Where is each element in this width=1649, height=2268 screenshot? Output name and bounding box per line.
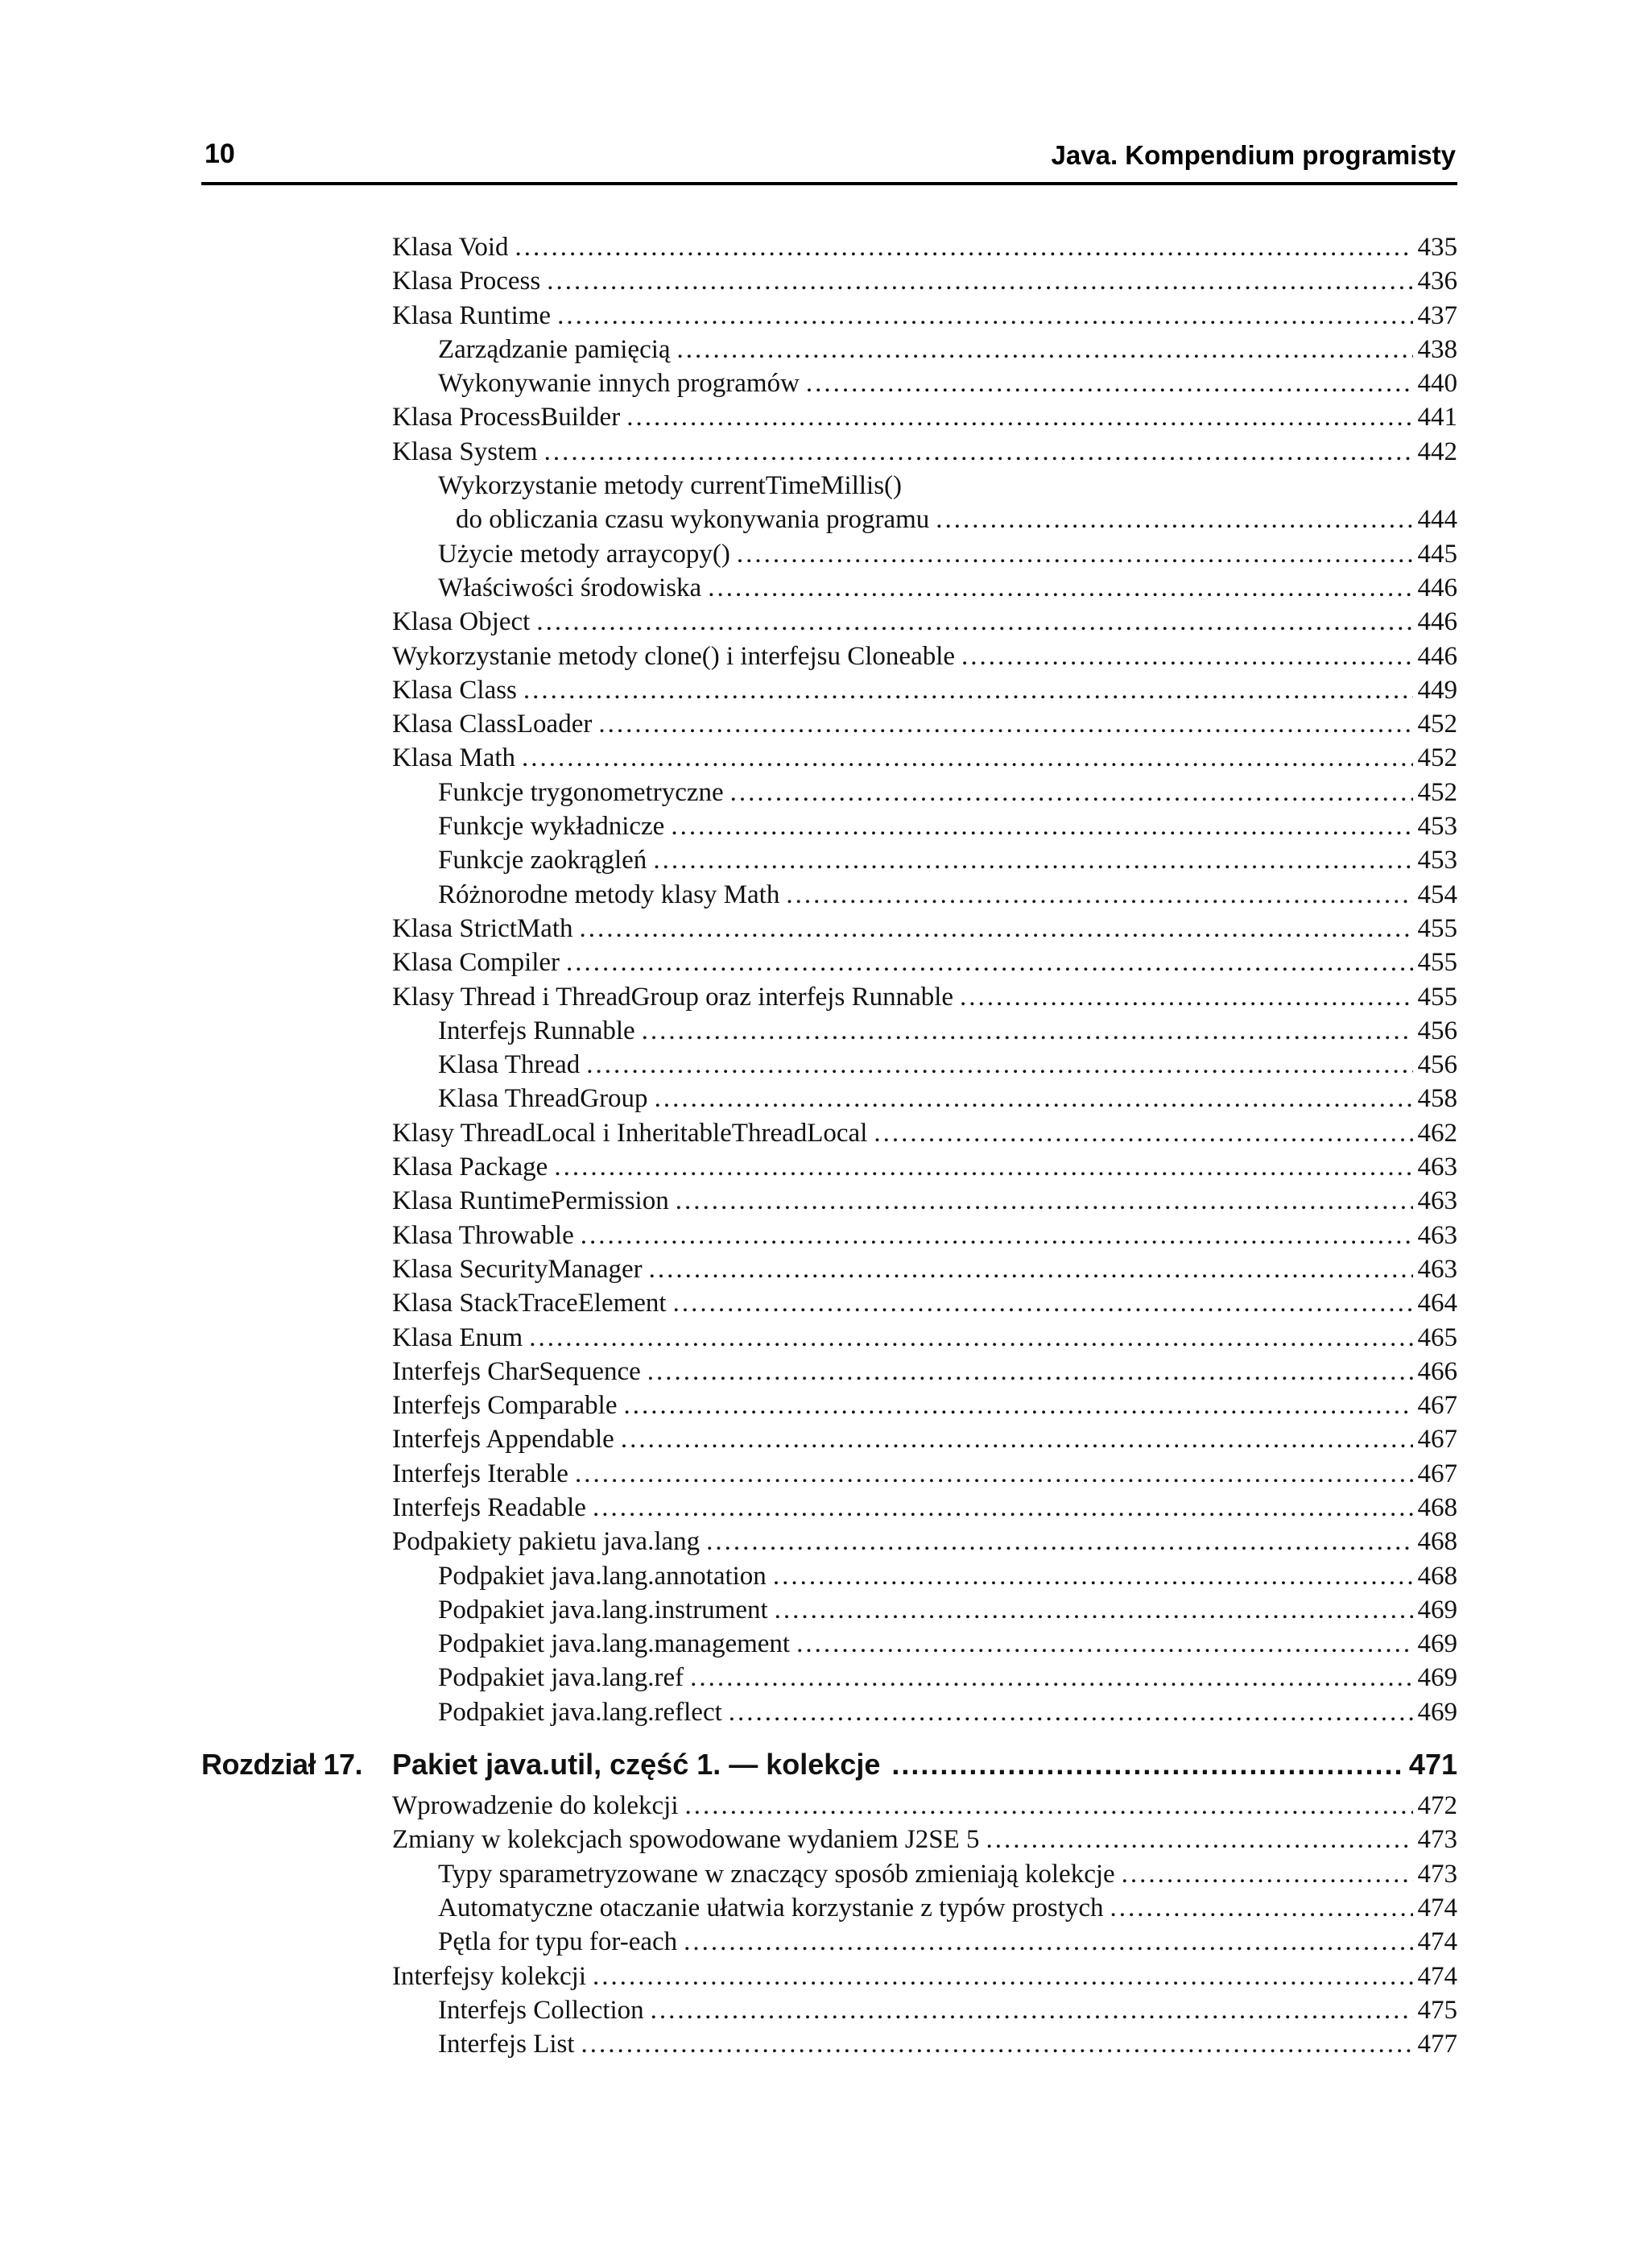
leader-dots bbox=[986, 1823, 1413, 1856]
toc-entry-title: Podpakiet java.lang.ref bbox=[438, 1663, 684, 1693]
chapter-label: Rozdział 17. bbox=[201, 1748, 363, 1782]
toc-entry bbox=[201, 673, 1457, 707]
toc-entry-title: Klasa Runtime bbox=[392, 300, 552, 330]
leader-dots bbox=[796, 1627, 1412, 1661]
leader-dots bbox=[677, 333, 1413, 366]
toc-entry-page: 475 bbox=[1417, 1995, 1457, 2025]
toc-entry-title: Podpakiet java.lang.instrument bbox=[438, 1595, 768, 1624]
toc-entry-title: Typy sparametryzowane w znaczący sposób zmieniają kolekcje bbox=[438, 1859, 1115, 1889]
toc-entry-title: Interfejs Iterable bbox=[392, 1459, 568, 1488]
toc-entry bbox=[201, 571, 1457, 605]
toc-entry-page: 463 bbox=[1417, 1153, 1457, 1182]
leader-dots bbox=[730, 776, 1413, 809]
toc-entry bbox=[201, 707, 1457, 741]
toc-entry-page: 453 bbox=[1417, 812, 1457, 842]
toc-entry bbox=[201, 741, 1457, 775]
toc-entry bbox=[201, 1116, 1457, 1150]
toc-entry-page: 441 bbox=[1417, 403, 1457, 432]
toc-entry bbox=[201, 1252, 1457, 1286]
toc-entry bbox=[201, 809, 1457, 843]
toc-entry bbox=[201, 264, 1457, 298]
toc-entry-page: 473 bbox=[1417, 1825, 1457, 1855]
toc-entry-page: 454 bbox=[1417, 879, 1457, 909]
toc-entry-title: do obliczania czasu wykonywania programu bbox=[456, 505, 930, 535]
toc-entry bbox=[201, 1355, 1457, 1389]
chapter-leader-dots bbox=[891, 1744, 1404, 1786]
toc-entry-title: Klasa Thread bbox=[438, 1050, 581, 1080]
toc-entry-page: 465 bbox=[1417, 1322, 1457, 1352]
toc-entry-page: 463 bbox=[1417, 1220, 1457, 1250]
toc-entry-page: 444 bbox=[1417, 505, 1457, 535]
toc-entry bbox=[201, 1695, 1457, 1729]
toc-entry bbox=[201, 605, 1457, 639]
leader-dots bbox=[690, 1661, 1412, 1695]
leader-dots bbox=[1122, 1857, 1413, 1891]
toc-entry-title: Klasa Void bbox=[392, 233, 509, 262]
toc-entry bbox=[201, 1457, 1457, 1491]
toc-entry bbox=[201, 299, 1457, 333]
toc-entry-title: Klasa RuntimePermission bbox=[392, 1186, 669, 1216]
toc-entry-title: Podpakiet java.lang.reflect bbox=[438, 1697, 722, 1727]
toc-entry-page: 452 bbox=[1417, 710, 1457, 739]
toc-entry-page: 445 bbox=[1417, 539, 1457, 569]
toc-entry bbox=[201, 400, 1457, 434]
toc-entry-title: Klasa SecurityManager bbox=[392, 1254, 643, 1284]
toc-entry bbox=[201, 2027, 1457, 2061]
leader-dots bbox=[593, 1491, 1413, 1525]
toc-entry bbox=[201, 1993, 1457, 2027]
leader-dots bbox=[655, 1082, 1413, 1115]
leader-dots bbox=[773, 1559, 1413, 1593]
toc-entry bbox=[201, 503, 1457, 536]
toc-entry bbox=[201, 980, 1457, 1014]
toc-entry-title: Interfejs Collection bbox=[438, 1995, 644, 2025]
toc-entry bbox=[201, 1823, 1457, 1856]
toc-entry-page: 468 bbox=[1417, 1561, 1457, 1591]
toc-entry bbox=[201, 1891, 1457, 1925]
toc-entry-title: Interfejs CharSequence bbox=[392, 1356, 641, 1386]
toc-entry-title: Klasy Thread i ThreadGroup oraz interfejs Runnable bbox=[392, 982, 954, 1012]
leader-dots bbox=[522, 741, 1412, 775]
toc-entry-title: Klasa StrictMath bbox=[392, 913, 573, 943]
toc-entry-title: Klasa Process bbox=[392, 267, 541, 296]
toc-entry-page: 469 bbox=[1417, 1629, 1457, 1659]
toc-entry-title: Klasa Throwable bbox=[392, 1220, 574, 1250]
toc-entry-page: 474 bbox=[1417, 1927, 1457, 1957]
chapter-title: Pakiet java.util, część 1. — kolekcje bbox=[392, 1748, 881, 1782]
toc-entry bbox=[201, 1219, 1457, 1252]
toc-entry-title: Klasa ClassLoader bbox=[392, 710, 593, 739]
toc-entry-page: 462 bbox=[1417, 1118, 1457, 1148]
toc-entry bbox=[201, 1422, 1457, 1456]
leader-dots bbox=[649, 1252, 1413, 1286]
leader-dots bbox=[566, 946, 1412, 979]
leader-dots bbox=[729, 1695, 1413, 1729]
toc-entry-title: Podpakiety pakietu java.lang bbox=[392, 1527, 701, 1557]
toc-entry-title: Zarządzanie pamięcią bbox=[438, 334, 671, 364]
toc-entry-title: Wykorzystanie metody currentTimeMillis() bbox=[438, 471, 903, 501]
toc-entry-page: 442 bbox=[1417, 437, 1457, 466]
toc-entry-page: 469 bbox=[1417, 1697, 1457, 1727]
leader-dots bbox=[684, 1925, 1412, 1959]
chapter-page: 471 bbox=[1408, 1748, 1457, 1782]
toc-entry bbox=[201, 946, 1457, 979]
toc-entry-title: Użycie metody arraycopy() bbox=[438, 539, 730, 569]
toc-entry-title: Interfejs List bbox=[438, 2030, 575, 2059]
toc-entry-page: 472 bbox=[1417, 1791, 1457, 1821]
leader-dots bbox=[671, 809, 1412, 843]
leader-dots bbox=[936, 503, 1412, 536]
leader-dots bbox=[581, 1219, 1413, 1252]
toc-entry-title: Interfejs Readable bbox=[392, 1492, 586, 1522]
leader-dots bbox=[554, 1150, 1412, 1184]
toc-section-bottom bbox=[201, 1789, 1457, 2061]
toc-entry-page: 474 bbox=[1417, 1893, 1457, 1922]
leader-dots bbox=[960, 980, 1412, 1014]
leader-dots bbox=[621, 1422, 1413, 1456]
leader-dots bbox=[775, 1593, 1413, 1627]
leader-dots bbox=[529, 1321, 1412, 1355]
toc-entry-title: Klasa System bbox=[392, 437, 538, 466]
toc-entry-page: 446 bbox=[1417, 573, 1457, 602]
leader-dots bbox=[651, 1993, 1413, 2027]
toc-entry bbox=[201, 1184, 1457, 1218]
toc-entry bbox=[201, 1789, 1457, 1823]
toc-entry bbox=[201, 1960, 1457, 1993]
toc-entry-title: Klasa Class bbox=[392, 675, 517, 705]
toc-entry-title: Klasa Enum bbox=[392, 1322, 523, 1352]
toc-entry bbox=[201, 1150, 1457, 1184]
leader-dots bbox=[786, 878, 1412, 912]
toc-entry-page: 467 bbox=[1417, 1425, 1457, 1455]
toc-entry bbox=[201, 1082, 1457, 1115]
toc-entry-page: 449 bbox=[1417, 675, 1457, 705]
toc-entry-title: Wykorzystanie metody clone() i interfejsu Cloneable bbox=[392, 641, 956, 671]
toc-entry-page: 466 bbox=[1417, 1356, 1457, 1386]
toc-entry-page: 467 bbox=[1417, 1459, 1457, 1488]
toc-entry-page: 453 bbox=[1417, 846, 1457, 875]
toc-entry bbox=[201, 1857, 1457, 1891]
leader-dots bbox=[547, 264, 1412, 298]
toc-entry-title: Pętla for typu for-each bbox=[438, 1927, 678, 1957]
toc-entry-page: 436 bbox=[1417, 267, 1457, 296]
toc-entry bbox=[201, 1627, 1457, 1661]
leader-dots bbox=[673, 1286, 1413, 1320]
toc-entry bbox=[201, 1525, 1457, 1558]
toc-entry bbox=[201, 1559, 1457, 1593]
toc-entry-page: 468 bbox=[1417, 1492, 1457, 1522]
toc-entry bbox=[201, 435, 1457, 469]
leader-dots bbox=[708, 571, 1412, 605]
page-header bbox=[201, 137, 1457, 185]
leader-dots bbox=[586, 1048, 1412, 1082]
page-number: 10 bbox=[205, 139, 235, 169]
toc-entry-title: Interfejs Comparable bbox=[392, 1391, 618, 1421]
toc-entry bbox=[201, 843, 1457, 877]
toc-entry bbox=[201, 1925, 1457, 1959]
toc-entry bbox=[201, 1661, 1457, 1695]
toc-entry-page: 469 bbox=[1417, 1663, 1457, 1693]
running-title: Java. Kompendium programisty bbox=[1051, 140, 1456, 170]
leader-dots bbox=[874, 1116, 1412, 1150]
toc-entry bbox=[201, 537, 1457, 571]
leader-dots bbox=[623, 1389, 1412, 1422]
toc-entry-title: Podpakiet java.lang.annotation bbox=[438, 1561, 767, 1591]
leader-dots bbox=[653, 843, 1412, 877]
leader-dots bbox=[515, 230, 1413, 264]
toc-entry-page: 458 bbox=[1417, 1084, 1457, 1114]
leader-dots bbox=[685, 1789, 1413, 1823]
toc-entry-title: Wprowadzenie do kolekcji bbox=[392, 1791, 679, 1821]
leader-dots bbox=[676, 1184, 1413, 1218]
leader-dots bbox=[961, 639, 1412, 673]
toc-entry-page: 452 bbox=[1417, 743, 1457, 773]
toc-entry-title: Podpakiet java.lang.management bbox=[438, 1629, 791, 1659]
leader-dots bbox=[575, 1457, 1413, 1491]
leader-dots bbox=[581, 2027, 1413, 2061]
toc-entry-page: 467 bbox=[1417, 1391, 1457, 1421]
leader-dots bbox=[806, 366, 1413, 400]
toc-entry-title: Automatyczne otaczanie ułatwia korzystanie z typów prostych bbox=[438, 1893, 1104, 1922]
toc-entry-title: Klasa ProcessBuilder bbox=[392, 403, 621, 432]
toc-entry-title: Klasa Object bbox=[392, 607, 531, 637]
toc-entry bbox=[201, 776, 1457, 809]
toc-entry-title: Funkcje trygonometryczne bbox=[438, 777, 724, 807]
toc-entry-title: Funkcje wykładnicze bbox=[438, 812, 665, 842]
leader-dots bbox=[580, 912, 1413, 946]
toc-entry bbox=[201, 639, 1457, 673]
toc-entry bbox=[201, 230, 1457, 264]
chapter-heading bbox=[201, 1744, 1457, 1786]
toc-entry-title: Różnorodne metody klasy Math bbox=[438, 879, 780, 909]
toc-entry-title: Funkcje zaokrągleń bbox=[438, 846, 647, 875]
toc-entry-page: 440 bbox=[1417, 369, 1457, 399]
toc-entry-page: 446 bbox=[1417, 607, 1457, 637]
toc-entry-page: 455 bbox=[1417, 948, 1457, 978]
toc-entry bbox=[201, 1014, 1457, 1048]
toc-entry bbox=[201, 333, 1457, 366]
toc-entry-page: 456 bbox=[1417, 1050, 1457, 1080]
toc-entry-title: Klasa Package bbox=[392, 1153, 548, 1182]
leader-dots bbox=[737, 537, 1413, 571]
toc-entry-page: 456 bbox=[1417, 1016, 1457, 1045]
leader-dots bbox=[544, 435, 1413, 469]
toc-entry-page: 435 bbox=[1417, 233, 1457, 262]
toc-entry bbox=[201, 1286, 1457, 1320]
leader-dots bbox=[593, 1960, 1413, 1993]
toc-entry-page: 468 bbox=[1417, 1527, 1457, 1557]
toc-entry bbox=[201, 1321, 1457, 1355]
toc-entry bbox=[201, 1048, 1457, 1082]
toc-entry-page: 473 bbox=[1417, 1859, 1457, 1889]
toc-entry-page: 437 bbox=[1417, 300, 1457, 330]
toc-entry-title: Właściwości środowiska bbox=[438, 573, 702, 602]
toc-entry bbox=[201, 912, 1457, 946]
toc-entry bbox=[201, 1389, 1457, 1422]
toc-entry bbox=[201, 1593, 1457, 1627]
leader-dots bbox=[557, 299, 1412, 333]
toc-entry-title: Zmiany w kolekcjach spowodowane wydaniem J2SE 5 bbox=[392, 1825, 980, 1855]
toc-entry bbox=[201, 366, 1457, 400]
toc-entry-page: 463 bbox=[1417, 1254, 1457, 1284]
toc-entry-page: 452 bbox=[1417, 777, 1457, 807]
toc-entry bbox=[201, 878, 1457, 912]
toc-section-top bbox=[201, 230, 1457, 1729]
toc-entry-page: 463 bbox=[1417, 1186, 1457, 1216]
toc-entry-page: 477 bbox=[1417, 2030, 1457, 2059]
toc-entry-title: Klasa ThreadGroup bbox=[438, 1084, 648, 1114]
leader-dots bbox=[1110, 1891, 1413, 1925]
toc-entry-page: 455 bbox=[1417, 982, 1457, 1012]
leader-dots bbox=[642, 1014, 1413, 1048]
leader-dots bbox=[706, 1525, 1412, 1558]
toc-entry-title: Interfejsy kolekcji bbox=[392, 1961, 586, 1991]
toc-entry-title: Klasy ThreadLocal i InheritableThreadLocal bbox=[392, 1118, 868, 1148]
toc-entry-page: 464 bbox=[1417, 1289, 1457, 1318]
leader-dots bbox=[647, 1355, 1413, 1389]
toc-entry-title: Interfejs Runnable bbox=[438, 1016, 635, 1045]
table-of-contents bbox=[201, 230, 1457, 2061]
leader-dots bbox=[626, 400, 1412, 434]
toc-entry-title: Wykonywanie innych programów bbox=[438, 369, 800, 399]
toc-entry-page: 438 bbox=[1417, 334, 1457, 364]
toc-entry bbox=[201, 1491, 1457, 1525]
leader-dots bbox=[598, 707, 1412, 741]
toc-entry-title: Klasa Math bbox=[392, 743, 516, 773]
leader-dots bbox=[523, 673, 1413, 707]
toc-entry bbox=[201, 469, 1457, 503]
toc-entry-title: Interfejs Appendable bbox=[392, 1425, 614, 1455]
leader-dots bbox=[536, 605, 1412, 639]
toc-entry-page: 469 bbox=[1417, 1595, 1457, 1624]
toc-entry-page: 474 bbox=[1417, 1961, 1457, 1991]
toc-entry-title: Klasa StackTraceElement bbox=[392, 1289, 667, 1318]
toc-entry-page: 446 bbox=[1417, 641, 1457, 671]
toc-entry-title: Klasa Compiler bbox=[392, 948, 560, 978]
toc-entry-page: 455 bbox=[1417, 913, 1457, 943]
